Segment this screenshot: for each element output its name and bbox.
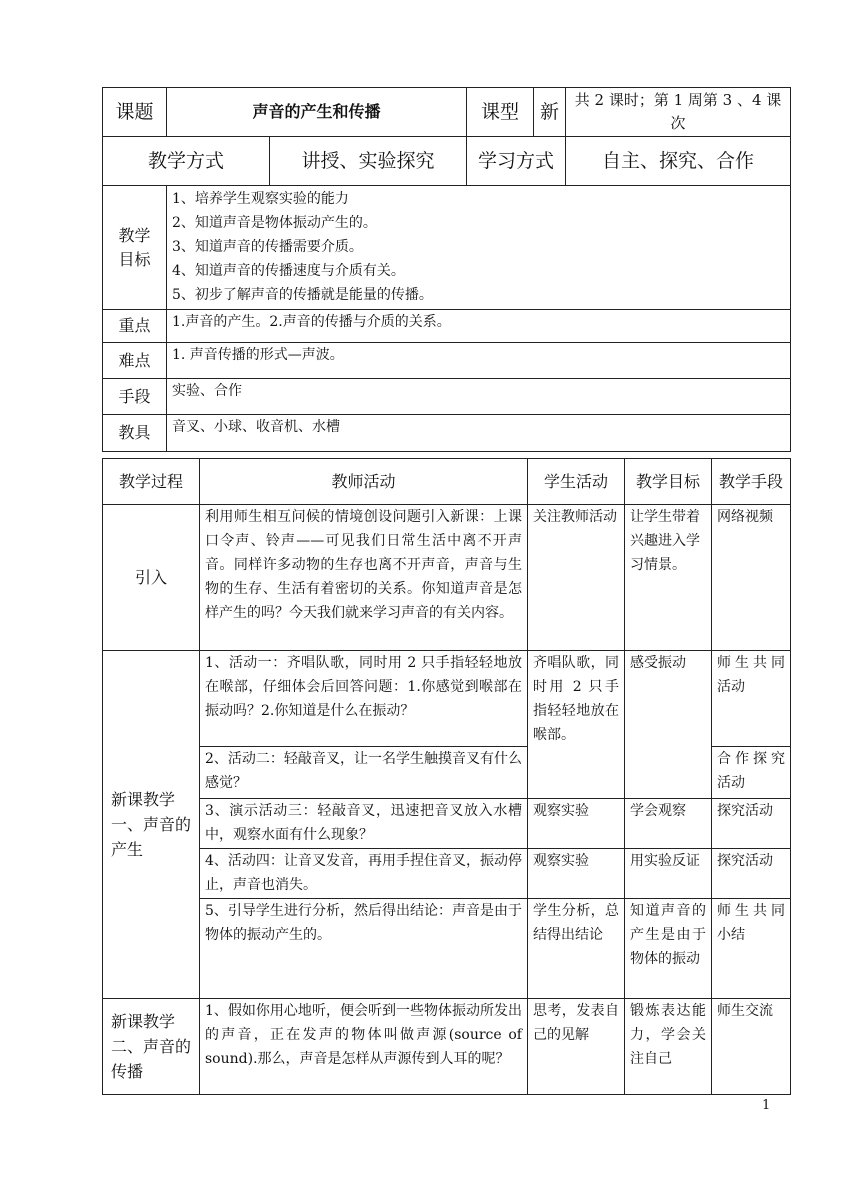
section1-teacher-1: 1、活动一：齐唱队歌，同时用 2 只手指轻轻地放在喉部，仔细体会后回答问题：1.你感觉到喉部在振动吗？2.你知道是什么在振动？ xyxy=(200,651,528,747)
process-header-teacher: 教师活动 xyxy=(200,459,528,505)
schedule-text: 共 2 课时；第 1 周第 3 、4 课次 xyxy=(566,88,791,137)
goal-item: 3、知道声音的传播需要介质。 xyxy=(172,239,363,255)
section1-student-merged: 齐唱队歌，同时用 2 只手指轻轻地放在喉部。 xyxy=(528,651,625,799)
section1-means-5: 师生共同小结 xyxy=(712,899,791,999)
topic-label: 课题 xyxy=(103,88,167,137)
section1-student-3: 观察实验 xyxy=(528,799,625,849)
section1-goal-4: 用实验反证 xyxy=(625,849,712,899)
goals-label: 教学目标 xyxy=(103,186,167,310)
teaching-method-label: 教学方式 xyxy=(103,137,270,186)
tools-value: 音叉、小球、收音机、水槽 xyxy=(167,415,791,452)
means-label: 手段 xyxy=(103,379,167,415)
intro-student-activity: 关注教师活动 xyxy=(528,505,625,651)
intro-teacher-activity: 利用师生相互问候的情境创设问题引入新课：上课口令声、铃声——可见我们日常生活中离不开声音。同样许多动物的生存也离不开声音，声音与生物的生存、生活有着密切的关系。你知道声音是怎样产生的吗？今天我们就来学习声音的有关内容。 xyxy=(200,505,528,651)
goal-item: 1、培养学生观察实验的能力 xyxy=(172,191,349,207)
intro-goal: 让学生带着兴趣进入学习情景。 xyxy=(625,505,712,651)
intro-means: 网络视频 xyxy=(712,505,791,651)
process-header-means: 教学手段 xyxy=(712,459,791,505)
difficulty-value: 1. 声音传播的形式—声波。 xyxy=(167,343,791,379)
goal-item: 5、初步了解声音的传播就是能量的传播。 xyxy=(172,287,433,303)
goals-list xyxy=(167,186,791,310)
process-header-stage: 教学过程 xyxy=(103,459,200,505)
key-points-value: 1.声音的产生。2.声音的传播与介质的关系。 xyxy=(167,310,791,343)
difficulty-label: 难点 xyxy=(103,343,167,379)
learning-method-label: 学习方式 xyxy=(467,137,566,186)
section2-student: 思考，发表自己的见解 xyxy=(528,999,625,1095)
process-header-student: 学生活动 xyxy=(528,459,625,505)
learning-method-value: 自主、探究、合作 xyxy=(566,137,791,186)
section1-student-5: 学生分析，总结得出结论 xyxy=(528,899,625,999)
section1-teacher-5: 5、引导学生进行分析，然后得出结论：声音是由于物体的振动产生的。 xyxy=(200,899,528,999)
section1-goal-merged: 感受振动 xyxy=(625,651,712,799)
section1-teacher-4: 4、活动四：让音叉发音，再用手捏住音叉，振动停止，声音也消失。 xyxy=(200,849,528,899)
section1-means-3: 探究活动 xyxy=(712,799,791,849)
intro-stage: 引入 xyxy=(103,505,200,651)
section1-goal-5: 知道声音的产生是由于物体的振动 xyxy=(625,899,712,999)
section1-teacher-3: 3、演示活动三：轻敲音叉，迅速把音叉放入水槽中，观察水面有什么现象？ xyxy=(200,799,528,849)
key-points-label: 重点 xyxy=(103,310,167,343)
means-value: 实验、合作 xyxy=(167,379,791,415)
section2-teacher: 1、假如你用心地听，便会听到一些物体振动所发出的声音，正在发声的物体叫做声源(source of sound).那么，声音是怎样从声源传到人耳的呢？ xyxy=(200,999,528,1095)
lesson-type-value: 新 xyxy=(534,88,566,137)
section1-means-1: 师生共同活动 xyxy=(712,651,791,747)
goal-item: 4、知道声音的传播速度与介质有关。 xyxy=(172,263,405,279)
page-number: 1 xyxy=(762,1098,771,1113)
section1-goal-3: 学会观察 xyxy=(625,799,712,849)
goal-item: 2、知道声音是物体振动产生的。 xyxy=(172,215,377,231)
section1-student-4: 观察实验 xyxy=(528,849,625,899)
lesson-info-table xyxy=(102,87,791,452)
section1-teacher-2: 2、活动二：轻敲音叉，让一名学生触摸音叉有什么感觉？ xyxy=(200,747,528,799)
teaching-method-value: 讲授、实验探究 xyxy=(270,137,467,186)
section1-means-2: 合作探究活动 xyxy=(712,747,791,799)
section2-goal: 锻炼表达能力，学会关注自己 xyxy=(625,999,712,1095)
topic-value: 声音的产生和传播 xyxy=(167,88,467,137)
section2-stage: 新课教学二、声音的传播 xyxy=(103,999,200,1095)
section2-means: 师生交流 xyxy=(712,999,791,1095)
lesson-type-label: 课型 xyxy=(467,88,534,137)
teaching-process-table xyxy=(102,458,791,1095)
tools-label: 教具 xyxy=(103,415,167,452)
section1-stage: 新课教学一、声音的产生 xyxy=(103,651,200,999)
process-header-goal: 教学目标 xyxy=(625,459,712,505)
section1-means-4: 探究活动 xyxy=(712,849,791,899)
